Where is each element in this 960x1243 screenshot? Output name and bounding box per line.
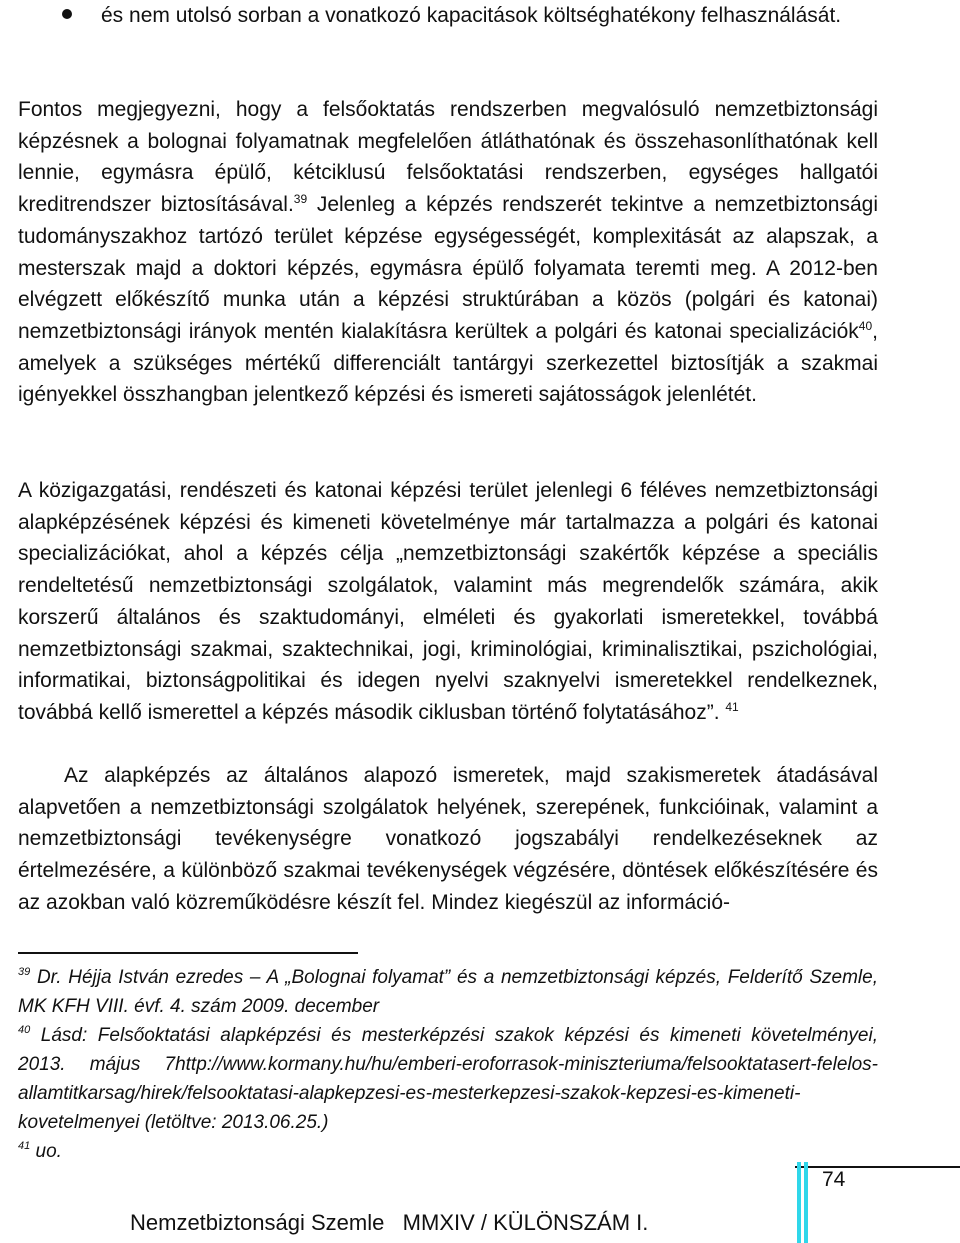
bullet-dot-icon bbox=[62, 9, 72, 19]
footnote-41 bbox=[18, 1137, 878, 1166]
paragraph-1 bbox=[18, 94, 878, 411]
footnote-text: uo. bbox=[35, 1141, 62, 1162]
footnote-39 bbox=[18, 963, 878, 1021]
footer-accent-bars bbox=[797, 1162, 811, 1243]
paragraph-1-part-1: Fontos megjegyezni, hogy a felsőoktatás rendszerben megvalósuló nemzetbiztonsági képzésnek a bolognai folyamatnak megfelelően átláthatónak és összehasonlíthatónak kell lennie, egymásra épülő, kétciklusú felsőoktatási rendszerben, egységes hallgatói kreditrendszer biztosításával. bbox=[18, 98, 878, 217]
footnote-number: 41 bbox=[18, 1140, 31, 1152]
footnote-separator bbox=[18, 952, 358, 954]
paragraph-2 bbox=[18, 475, 878, 729]
footnote-text[interactable]: Lásd: Felsőoktatási alapképzési és mesterképzési szakok képzési és kimeneti követelményei, 2013. május 7http://www.kormany.hu/hu/emberi-eroforrasok-miniszteriuma/felsooktatasert-felelos-allamtitkarsag/hirek/felsooktatasi-alapkepzesi-es-mesterkepzesi-szakok-kepzesi-es-kimeneti-kovetelmenyei (letöltve: 2013.06.25.) bbox=[18, 1025, 879, 1133]
journal-title: Nemzetbiztonsági Szemle MMXIV / KÜLÖNSZÁM I. bbox=[130, 1210, 649, 1235]
footnote-40 bbox=[18, 1021, 878, 1137]
footer-rule bbox=[795, 1166, 960, 1168]
footnote-number: 40 bbox=[18, 1024, 31, 1036]
accent-bar bbox=[797, 1162, 801, 1243]
paragraph-1-part-3: , amelyek a szükséges mértékű differenciált tantárgyi szerkezettel biztosítják a szakmai igényekkel összhangban jelentkező képzési és ismereti sajátosságok jelenlétét. bbox=[18, 319, 878, 407]
bullet-text: és nem utolsó sorban a vonatkozó kapacitások költséghatékony felhasználását. bbox=[101, 4, 842, 27]
footnote-number: 39 bbox=[18, 966, 31, 978]
footnote-ref-41[interactable]: 41 bbox=[725, 699, 739, 714]
accent-bar bbox=[804, 1162, 808, 1243]
bullet-list-item bbox=[18, 0, 878, 32]
footnotes bbox=[18, 963, 878, 1166]
page-number: 74 bbox=[822, 1168, 846, 1191]
footnote-ref-40[interactable]: 40 bbox=[858, 318, 873, 333]
paragraph-1-part-2: Jelenleg a képzés rendszerét tekintve a nemzetbiztonsági tudományszakhoz tartózó terület képzése egységességét, komplexitását az alapszak, a mesterszak majd a doktori képzés, egymásra épülő folyamata teremti meg. A 2012-ben elvégzett előkészítő munka után a képzési struktúrában a közös (polgári és katonai) nemzetbiztonsági irányok mentén kialakításra kerültek a polgári és katonai specializációk bbox=[18, 193, 878, 343]
footnote-text: Dr. Héjja István ezredes – A „Bolognai folyamat” és a nemzetbiztonsági képzés, Felderítő Szemle, MK KFH VIII. évf. 4. szám 2009. december bbox=[18, 967, 878, 1017]
footnote-ref-39[interactable]: 39 bbox=[293, 192, 308, 207]
paragraph-3: Az alapképzés az általános alapozó ismeretek, majd szakismeretek átadásával alapvetően a nemzetbiztonsági szolgálatok helyének, szerepének, funkcióinak, valamint a nemzetbiztonsági tevékenységre vonatkozó jogszabályi rendelkezéseknek az értelmezésére, a különböző szakmai tevékenységek végzésére, döntések előkészítésére és az azokban való közreműködésre készít fel. Mindez kiegészül az információ- bbox=[18, 764, 878, 914]
paragraph-2-text: A közigazgatási, rendészeti és katonai képzési terület jelenlegi 6 féléves nemzetbiztonsági alapképzésének képzési és kimeneti követelménye már tartalmazza a polgári és katonai specializációkat, ahol a képzés célja „nemzetbiztonsági szakértők képzése a speciális rendeltetésű nemzetbiztonsági szolgálatok, valamint más megrendelők számára, akik korszerű általános és szaktudományi, elméleti és gyakorlati ismeretekkel, továbbá nemzetbiztonsági szakmai, szaktechnikai, jogi, kriminológiai, kriminalisztikai, pszichológiai, informatikai, biztonságpolitikai és idegen nyelvi szaknyelvi ismeretekkel rendelkeznek, továbbá kellő ismerettel a képzés második ciklusban történő folytatásához”. bbox=[18, 479, 878, 724]
